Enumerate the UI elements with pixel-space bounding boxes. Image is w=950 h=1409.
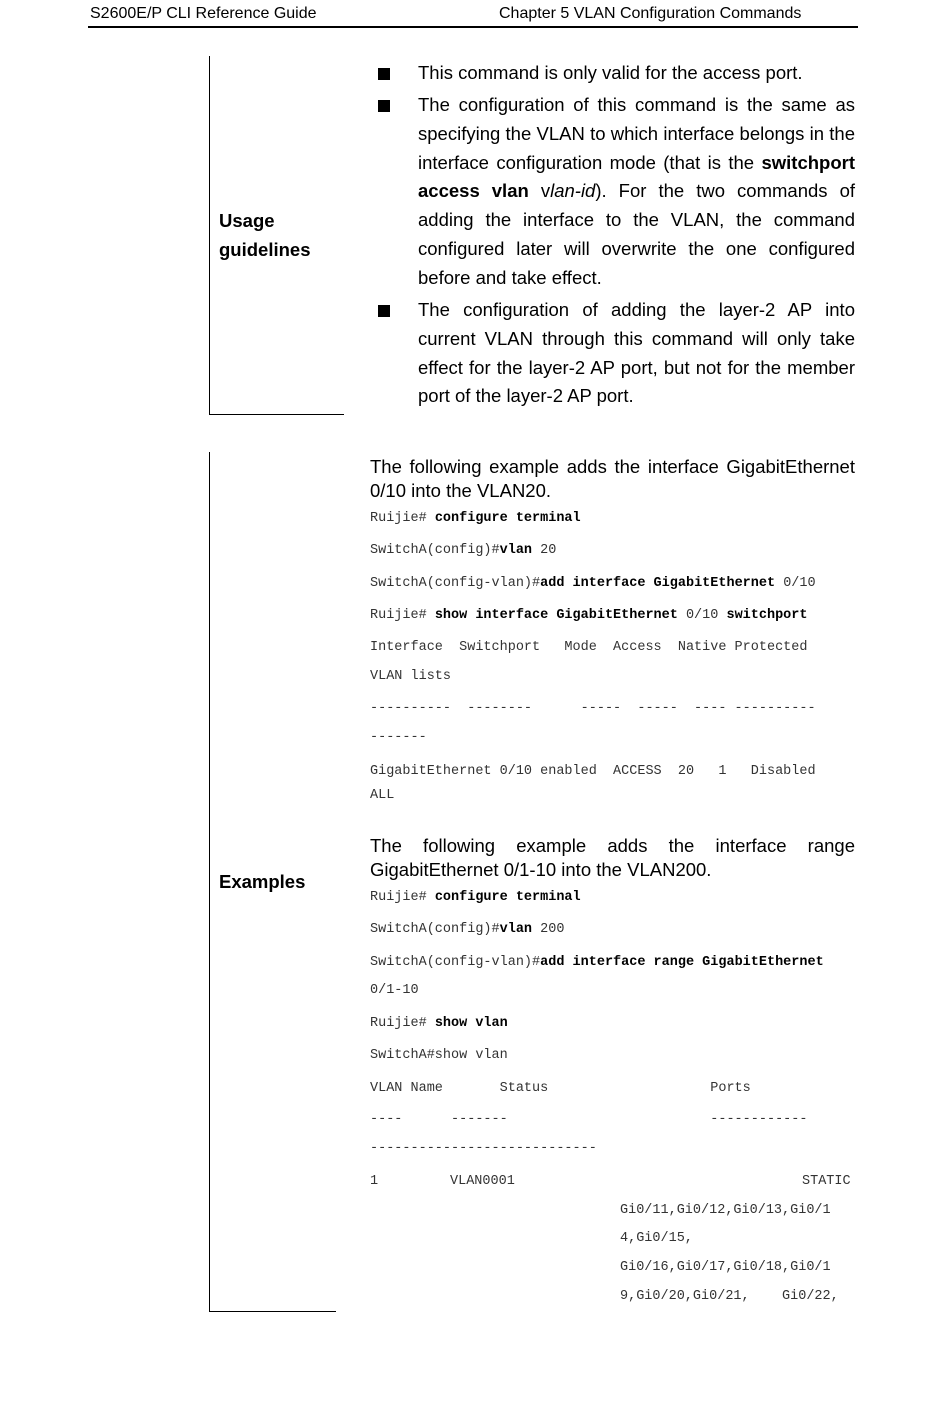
- example-2-row-status: STATIC: [802, 1174, 851, 1189]
- example-1-line-configure: [370, 509, 581, 529]
- example-1-line-add-interface: [370, 574, 816, 594]
- cli-prompt: SwitchA(config)#: [370, 922, 500, 937]
- examples-section-bottom-rule: [209, 1311, 336, 1312]
- example-1-output-header: Interface Switchport Mode Access Native Protected: [370, 640, 808, 655]
- cli-prompt: SwitchA(config-vlan)#: [370, 955, 541, 970]
- example-1-output-row: GigabitEthernet 0/10 enabled ACCESS 20 1 Disabled: [370, 764, 816, 779]
- usage-bullet-2-command: switchport access vlan: [418, 151, 855, 202]
- bullet-square-icon: [378, 100, 390, 112]
- usage-bullet-1: This command is only valid for the access port.: [418, 62, 803, 83]
- cli-prompt: Ruijie#: [370, 608, 435, 623]
- cli-prompt: Ruijie#: [370, 511, 435, 526]
- example-2-line-show-vlan: [370, 1014, 508, 1034]
- cli-command: add interface range GigabitEthernet: [540, 955, 824, 970]
- cli-argument: 0/10: [677, 608, 727, 623]
- example-1-line-show-interface: [370, 606, 807, 626]
- header-chapter-title: Chapter 5 VLAN Configuration Commands: [499, 5, 802, 22]
- cli-prompt: Ruijie#: [370, 890, 435, 905]
- cli-command: configure terminal: [434, 890, 581, 905]
- example-2-row-vlan-id: 1: [370, 1174, 379, 1189]
- usage-bullet-2-text-a: The configuration of this command is the same as specifying the VLAN to which interface belongs in the interface configuration mode (that is the: [418, 94, 855, 173]
- examples-section-border: [209, 452, 210, 1312]
- example-2-output-separator-cont: ----------------------------: [370, 1141, 597, 1156]
- cli-argument: 0/10: [775, 576, 816, 591]
- usage-bullet-3: The configuration of adding the layer-2 AP into current VLAN through this command will only take effect for the layer-2 AP port, but not for the member port of the layer-2 AP port.: [418, 299, 855, 407]
- cli-command: show interface GigabitEthernet: [434, 608, 678, 623]
- usage-guidelines-label: [219, 206, 311, 264]
- cli-argument: 20: [532, 543, 557, 558]
- usage-section-border: [209, 56, 210, 415]
- example-1-output-header-cont: VLAN lists: [370, 669, 452, 684]
- usage-label-line1: Usage: [219, 210, 275, 231]
- example-2-row-vlan-name: VLAN0001: [450, 1174, 515, 1189]
- usage-label-line2: guidelines: [219, 239, 311, 260]
- cli-command: add interface GigabitEthernet: [540, 576, 776, 591]
- cli-command: show vlan: [434, 1016, 508, 1031]
- examples-label: Examples: [219, 871, 306, 892]
- example-2-output-separator: ---- ------- ------------: [370, 1112, 808, 1127]
- bullet-square-icon: [378, 68, 390, 80]
- example-2-row-ports-4: 9,Gi0/20,Gi0/21, Gi0/22,: [620, 1289, 839, 1304]
- example-1-intro: The following example adds the interface GigabitEthernet 0/10 into the VLAN20.: [370, 456, 855, 501]
- example-2-row-ports-2: 4,Gi0/15,: [620, 1231, 693, 1246]
- example-1-line-vlan: [370, 541, 556, 561]
- cli-command: vlan: [499, 922, 533, 937]
- cli-argument: 200: [532, 922, 565, 937]
- cli-prompt: SwitchA(config-vlan)#: [370, 576, 541, 591]
- header-guide-title: S2600E/P CLI Reference Guide: [90, 5, 317, 22]
- usage-section-bottom-rule: [209, 414, 344, 415]
- header-rule: [88, 26, 858, 28]
- example-2-line-vlan: [370, 920, 564, 940]
- cli-prompt: SwitchA(config)#: [370, 543, 500, 558]
- usage-bullet-2: [418, 91, 855, 293]
- example-2-row-ports-1: Gi0/11,Gi0/12,Gi0/13,Gi0/1: [620, 1203, 831, 1218]
- cli-command: switchport: [726, 608, 808, 623]
- example-2-line-configure: [370, 888, 581, 908]
- example-1-output-separator: ---------- -------- ----- ----- ---- ----------: [370, 701, 816, 716]
- usage-bullet-2-text-b: v: [528, 180, 551, 202]
- usage-bullet-2-text-c: ). For the two commands of adding the interface to the VLAN, the command configured later will overwrite the one configured before and take effect.: [418, 180, 855, 288]
- example-1-output-separator-cont: -------: [370, 730, 427, 745]
- cli-command: vlan: [499, 543, 533, 558]
- example-2-output-echo: SwitchA#show vlan: [370, 1048, 508, 1063]
- usage-bullet-2-param: lan-id: [550, 180, 596, 202]
- cli-prompt: Ruijie#: [370, 1016, 435, 1031]
- example-2-row-ports-3: Gi0/16,Gi0/17,Gi0/18,Gi0/1: [620, 1260, 831, 1275]
- example-1-output-row-cont: ALL: [370, 788, 395, 803]
- example-2-intro: The following example adds the interface range GigabitEthernet 0/1-10 into the VLAN200.: [370, 835, 855, 880]
- example-2-line-add-interface-range: [370, 953, 824, 973]
- bullet-square-icon: [378, 305, 390, 317]
- example-2-line-range-arg: 0/1-10: [370, 983, 419, 998]
- example-2-output-header: VLAN Name Status Ports: [370, 1081, 751, 1096]
- cli-command: configure terminal: [434, 511, 581, 526]
